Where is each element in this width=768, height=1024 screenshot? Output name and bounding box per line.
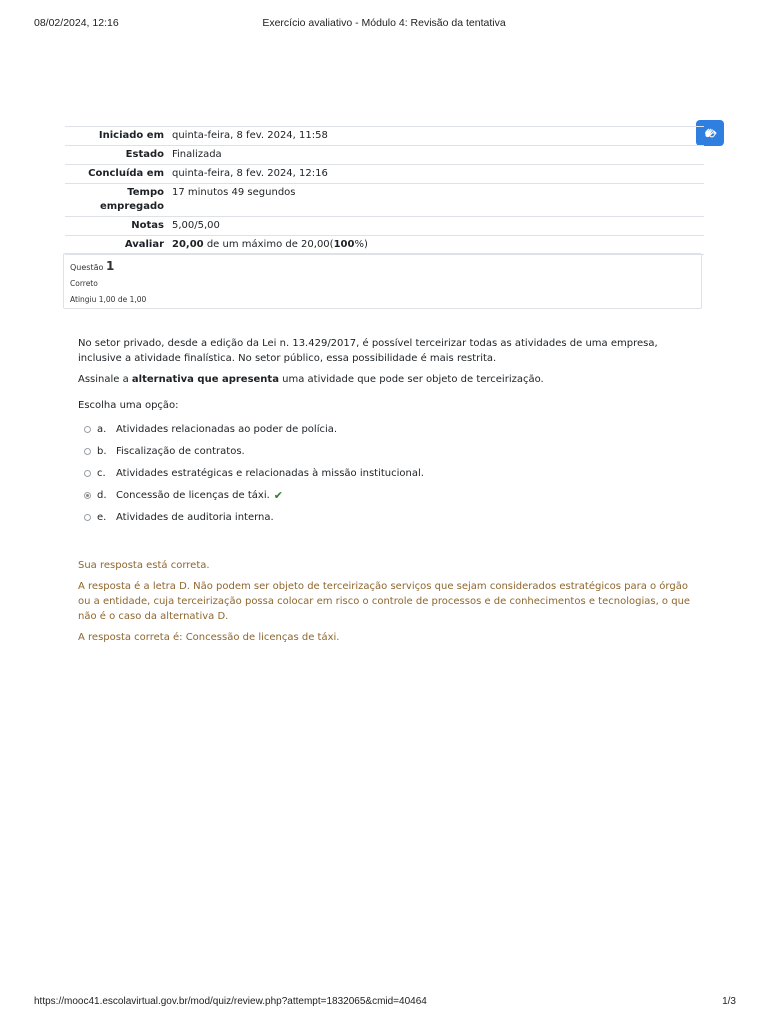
option-d[interactable] xyxy=(84,484,424,506)
marks-label: Notas xyxy=(131,220,164,231)
question-p2-bold: alternativa que apresenta xyxy=(131,374,279,385)
grade-score: 20,00 xyxy=(172,239,204,250)
feedback-explanation: A resposta é a letra D. Não podem ser objeto de terceirização serviços que sejam considerados estratégicos para o órgão ou a entidade, cuja terceirização possa colocar em risco o controle de processos e de conhecimentos e tecnologias, o que não é o caso da alternativa D. xyxy=(78,581,691,622)
summary-row-marks xyxy=(65,217,704,236)
summary-row-started xyxy=(65,127,704,146)
state-label: Estado xyxy=(125,149,164,160)
summary-row-completed xyxy=(65,165,704,184)
summary-row-time xyxy=(65,184,704,217)
state-value: Finalizada xyxy=(172,149,222,160)
radio-option-a[interactable] xyxy=(84,426,91,433)
question-mark: Atingiu 1,00 de 1,00 xyxy=(70,295,147,304)
answer-feedback xyxy=(78,558,698,651)
radio-option-c[interactable] xyxy=(84,470,91,477)
question-paragraph-1: No setor privado, desde a edição da Lei n. 13.429/2017, é possível terceirizar todas as atividades de uma empresa, inclusive a atividade finalística. No setor público, essa possibilidade é mais restrita. xyxy=(78,338,658,364)
option-d-letter: d. xyxy=(97,489,107,501)
completed-label: Concluída em xyxy=(88,168,164,179)
checkmark-icon: ✔ xyxy=(273,488,283,502)
option-e[interactable] xyxy=(84,506,424,528)
grade-label: Avaliar xyxy=(124,239,164,250)
question-label: Questão xyxy=(70,263,104,272)
choice-prompt: Escolha uma opção: xyxy=(78,400,179,411)
question-info-box xyxy=(63,253,702,309)
grade-value xyxy=(172,236,704,255)
print-page-title: Exercício avaliativo - Módulo 4: Revisão da tentativa xyxy=(262,17,506,29)
radio-option-b[interactable] xyxy=(84,448,91,455)
option-c-text: Atividades estratégicas e relacionadas à missão institucional. xyxy=(116,467,424,479)
started-label: Iniciado em xyxy=(98,130,164,141)
option-a-text: Atividades relacionadas ao poder de polícia. xyxy=(116,423,338,435)
grade-mid: de um máximo de 20,00( xyxy=(203,239,334,250)
feedback-right-answer: A resposta correta é: Concessão de licenças de táxi. xyxy=(78,632,340,643)
question-p2-before: Assinale a xyxy=(78,374,132,385)
summary-row-grade xyxy=(65,236,704,255)
time-label-line-2: empregado xyxy=(99,201,164,212)
option-b-letter: b. xyxy=(97,445,107,457)
option-c[interactable] xyxy=(84,462,424,484)
time-label xyxy=(65,184,172,217)
feedback-status: Sua resposta está correta. xyxy=(78,560,210,571)
option-d-text: Concessão de licenças de táxi. xyxy=(116,489,270,501)
question-number xyxy=(70,258,695,276)
radio-option-e[interactable] xyxy=(84,514,91,521)
print-url: https://mooc41.escolavirtual.gov.br/mod/quiz/review.php?attempt=1832065&cmid=40464 xyxy=(34,996,427,1007)
summary-row-state xyxy=(65,146,704,165)
attempt-summary-table xyxy=(65,126,704,255)
question-p2-after: uma atividade que pode ser objeto de terceirização. xyxy=(278,374,544,385)
radio-option-d[interactable] xyxy=(84,492,91,499)
grade-end: %) xyxy=(354,239,368,250)
option-c-letter: c. xyxy=(97,467,106,479)
time-value: 17 minutos 49 segundos xyxy=(172,187,296,198)
print-page-number: 1/3 xyxy=(722,996,736,1007)
answer-options xyxy=(84,418,424,528)
grade-percent: 100 xyxy=(333,239,355,250)
question-state: Correto xyxy=(70,279,98,288)
print-datetime: 08/02/2024, 12:16 xyxy=(34,17,119,29)
question-text xyxy=(78,336,698,387)
completed-value: quinta-feira, 8 fev. 2024, 12:16 xyxy=(172,168,328,179)
marks-value: 5,00/5,00 xyxy=(172,220,220,231)
option-e-letter: e. xyxy=(97,511,107,523)
option-a[interactable] xyxy=(84,418,424,440)
started-value: quinta-feira, 8 fev. 2024, 11:58 xyxy=(172,130,328,141)
option-a-letter: a. xyxy=(97,423,107,435)
option-b-text: Fiscalização de contratos. xyxy=(116,445,245,457)
option-e-text: Atividades de auditoria interna. xyxy=(116,511,274,523)
time-label-line-1: Tempo xyxy=(127,187,164,198)
question-number-value: 1 xyxy=(105,259,115,273)
option-b[interactable] xyxy=(84,440,424,462)
question-paragraph-2 xyxy=(78,372,698,387)
